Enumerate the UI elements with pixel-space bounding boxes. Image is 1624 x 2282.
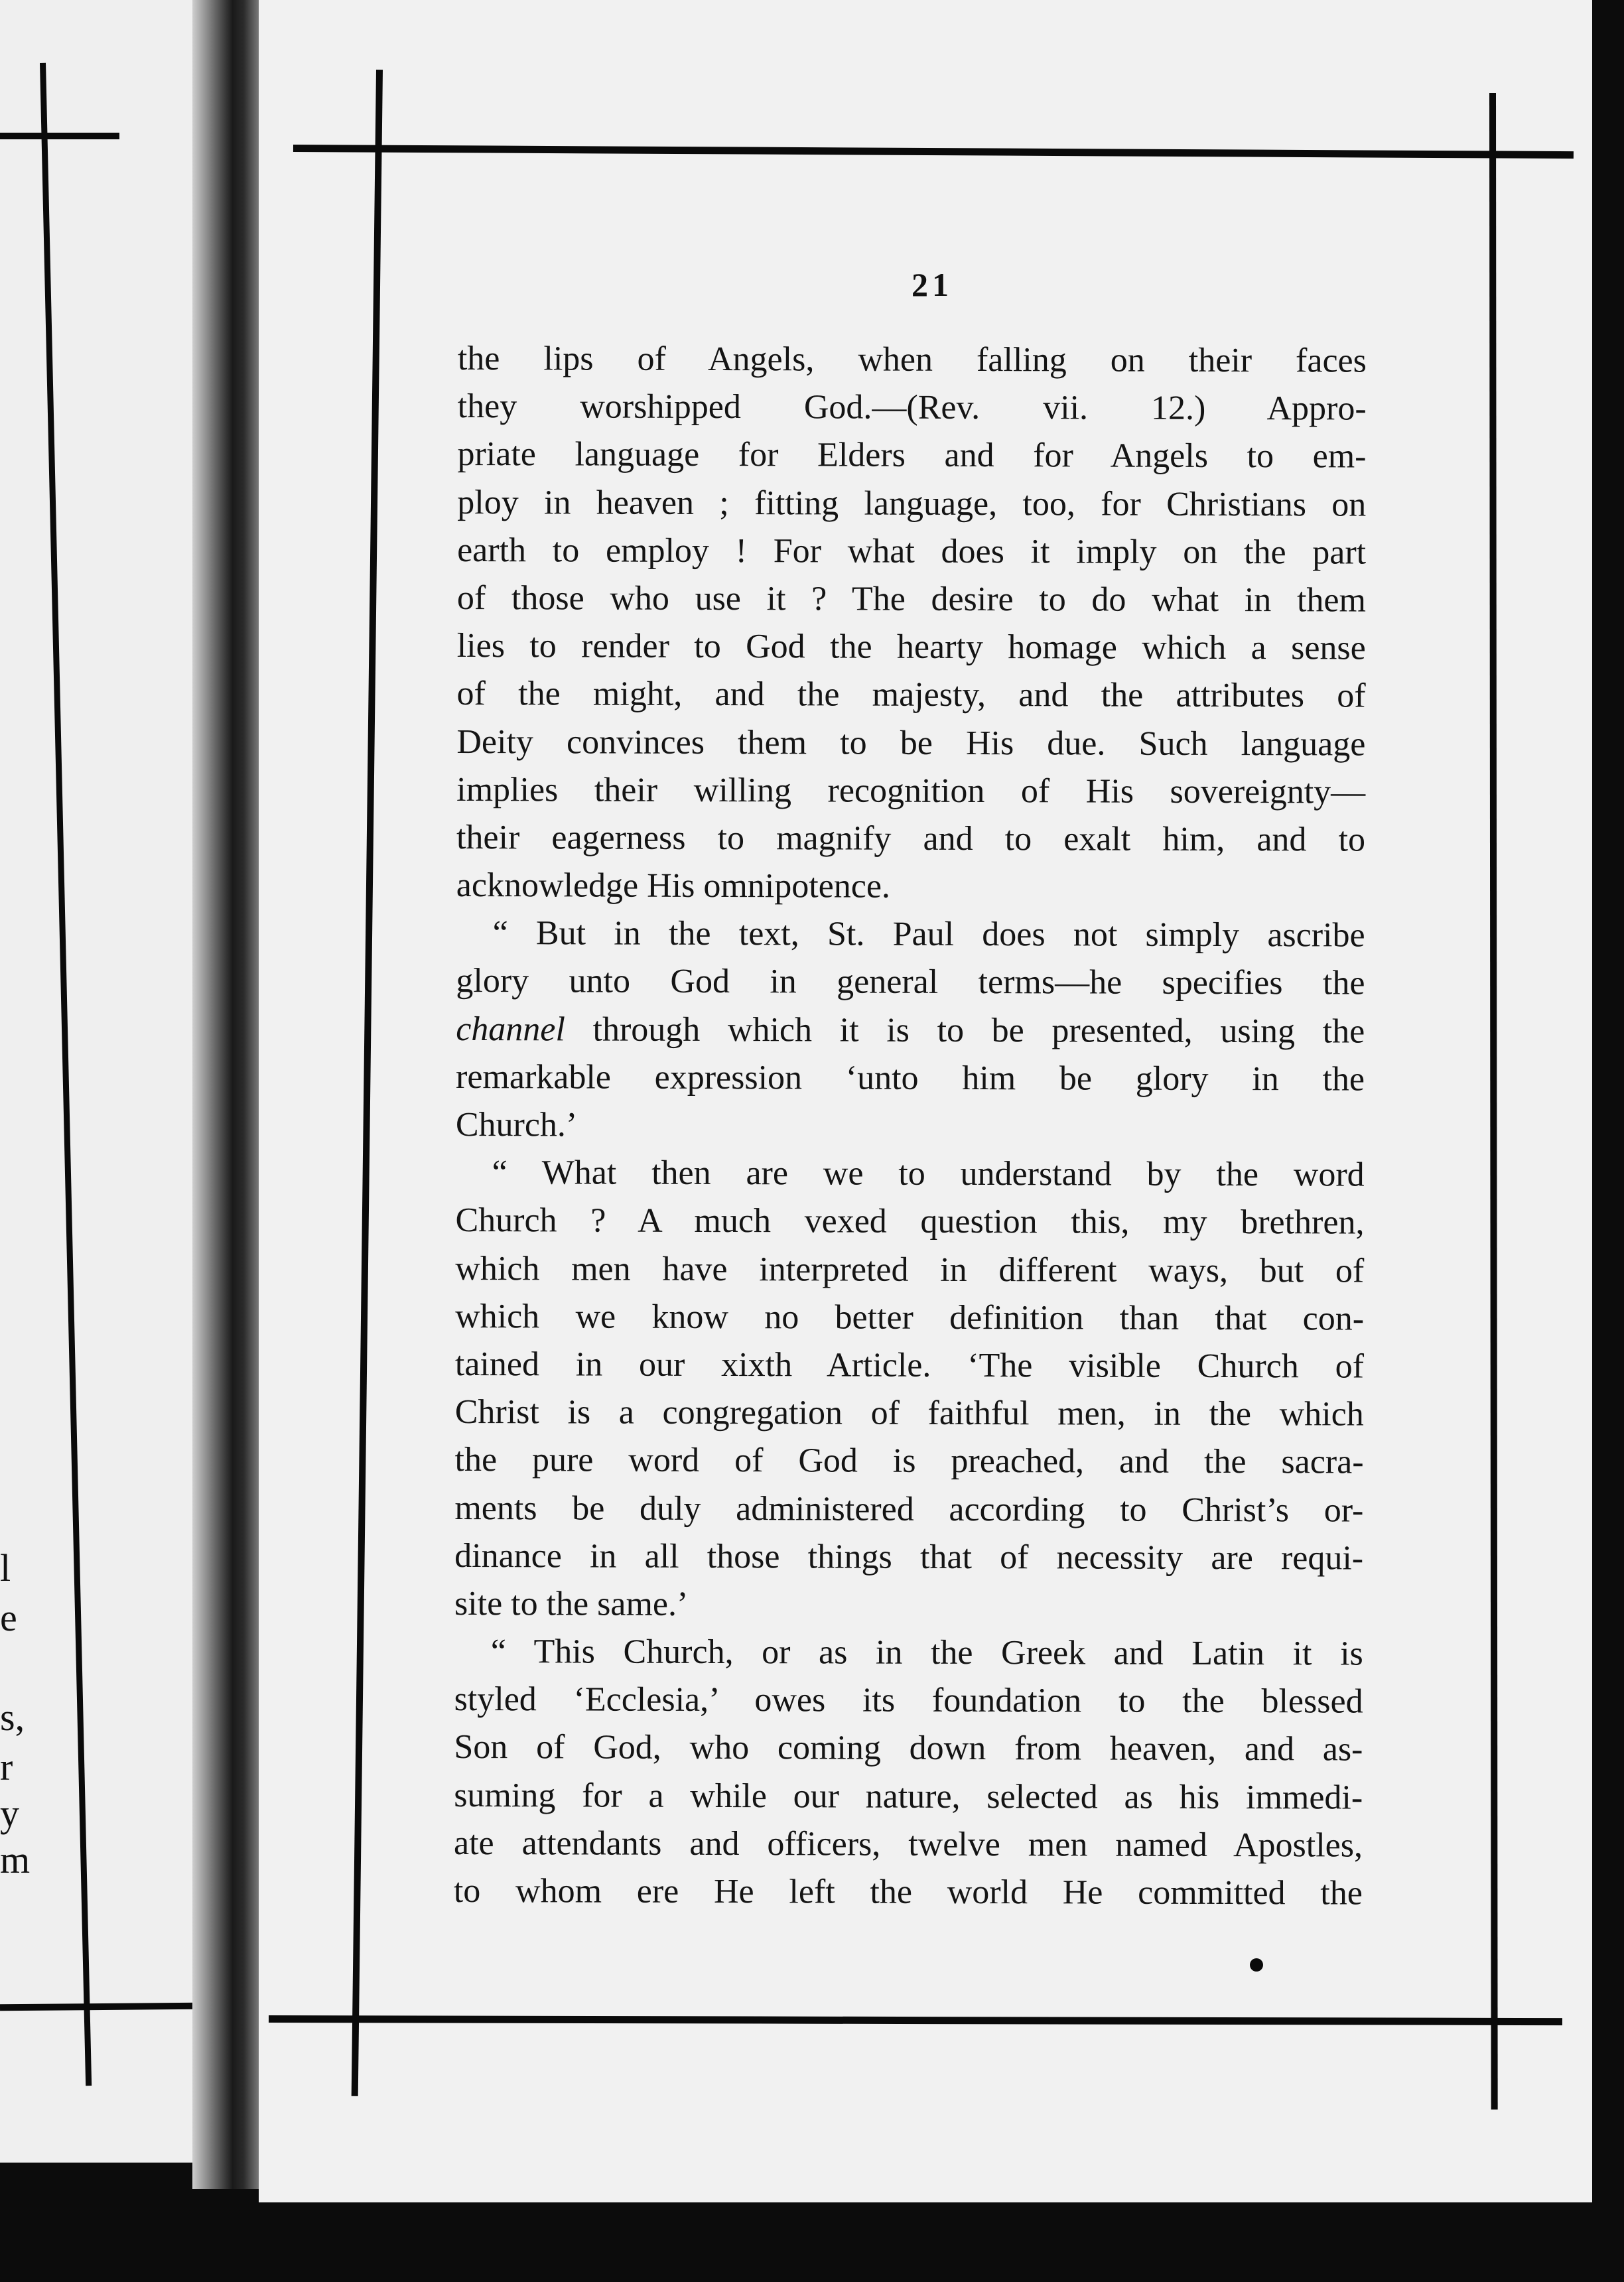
text-line: they worshipped God.—(Rev. vii. 12.) Appro- [457, 387, 1367, 428]
text-line: Church.’ [455, 1105, 578, 1144]
book-gutter [192, 0, 265, 2189]
text-line: Church ? A much vexed question this, my brethren, [455, 1201, 1365, 1242]
text-line: to whom ere He left the world He committed the [453, 1871, 1363, 1913]
text-line: lies to render to God the hearty homage which a sense [456, 627, 1366, 667]
text-line: remarkable expression ‘unto him be glory in the [455, 1057, 1365, 1099]
text-line: suming for a while our nature, selected as his immedi- [454, 1776, 1363, 1817]
text-line: Deity convinces them to be His due. Such language [456, 722, 1366, 764]
facing-page-text-fragment: r [0, 1745, 13, 1788]
text-line: implies their willing recognition of His sovereignty— [456, 770, 1366, 811]
text-line: “ What then are we to understand by the word [492, 1154, 1365, 1194]
text-line: glory unto God in general terms—he specifies the [456, 962, 1365, 1003]
facing-page-text-fragment: s, [0, 1696, 25, 1739]
top-border-rule [293, 145, 1574, 159]
text-line: of those who use it ? The desire to do what in them [456, 578, 1367, 620]
ink-dot [1250, 1958, 1263, 1972]
text-line: tained in our xixth Article. ‘The visible Church of [454, 1345, 1365, 1386]
text-line: ments be duly administered according to Christ’s or- [454, 1489, 1364, 1530]
facing-page-vertical-rule [40, 63, 92, 2086]
page [259, 0, 1592, 2202]
text-line: priate language for Elders and for Angels to em- [457, 435, 1367, 476]
right-border-rule [1489, 93, 1498, 2110]
text-line: Son of God, who coming down from heaven, and as- [454, 1728, 1363, 1769]
text-line: Christ is a congregation of faithful men, in the which [454, 1393, 1364, 1434]
text-line: styled ‘Ecclesia,’ owes its foundation to the blessed [454, 1680, 1363, 1721]
text-line: channel through which it is to be presented, using the [456, 1010, 1365, 1051]
text-line: of the might, and the majesty, and the attributes of [456, 675, 1366, 715]
facing-page-text-fragment: e [0, 1596, 17, 1639]
facing-page-text-fragment: m [0, 1838, 31, 1881]
text-line: dinance in all those things that of necessity are requi- [454, 1536, 1364, 1577]
body-text [454, 335, 1367, 1918]
text-line: acknowledge His omnipotence. [456, 866, 891, 906]
page-number: 21 [912, 266, 953, 303]
text-line: their eagerness to magnify and to exalt him, and to [456, 818, 1366, 859]
text-line: which men have interpreted in different ways, but of [455, 1249, 1365, 1290]
facing-page-text-fragment: l [0, 1546, 11, 1589]
text-line: “ But in the text, St. Paul does not simply ascribe [492, 914, 1365, 955]
facing-page-bottom-rule [0, 2003, 199, 2011]
bottom-border-rule [269, 2015, 1562, 2025]
text-line: ate attendants and officers, twelve men named Apostles, [453, 1824, 1363, 1865]
text-line: the pure word of God is preached, and the sacra- [454, 1441, 1364, 1481]
text-line: the lips of Angels, when falling on their faces [457, 339, 1367, 380]
facing-page [0, 0, 199, 2163]
facing-page-text-fragment: y [0, 1792, 19, 1835]
left-border-rule [352, 70, 383, 2096]
text-line: ploy in heaven ; fitting language, too, for Christians on [457, 483, 1367, 524]
text-line: earth to employ ! For what does it imply on the part [457, 531, 1367, 572]
facing-page-top-rule [0, 133, 119, 139]
text-line: site to the same.’ [454, 1584, 689, 1623]
text-line: which we know no better definition than that con- [455, 1297, 1365, 1338]
text-line: “ This Church, or as in the Greek and Latin it is [490, 1633, 1363, 1673]
